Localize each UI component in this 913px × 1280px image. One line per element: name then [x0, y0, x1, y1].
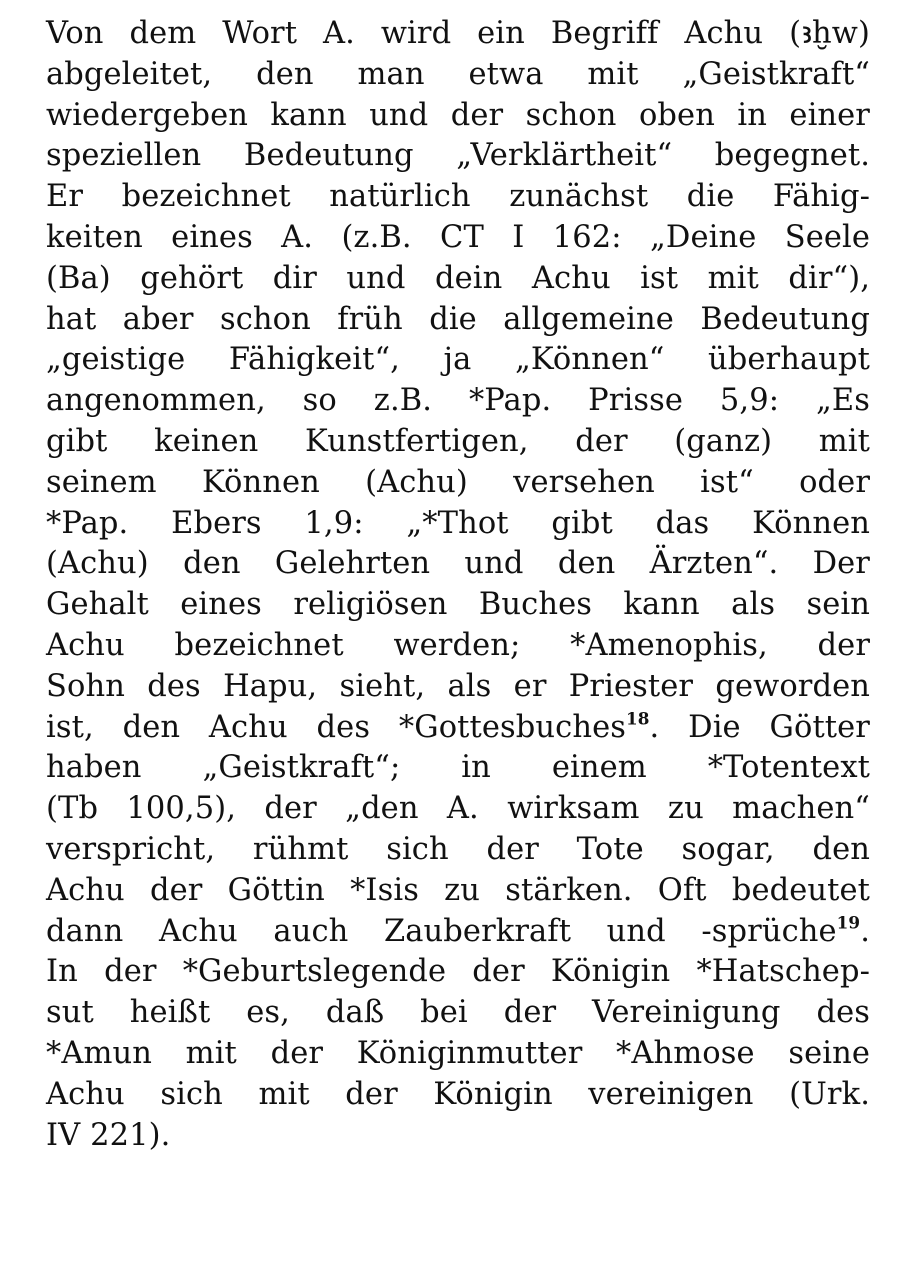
- text-line: Achu bezeichnet werden; *Amenophis, der: [46, 627, 870, 663]
- text-line: wiedergeben kann und der schon oben in einer: [46, 97, 870, 133]
- text-line: Achu sich mit der Königin vereinigen (Urk.: [46, 1076, 870, 1112]
- text-line: Von dem Wort A. wird ein Begriff Achu (ꜣḫw): [46, 16, 870, 51]
- document-body: [46, 14, 870, 1156]
- text-line: angenommen, so z.B. *Pap. Prisse 5,9: „Es: [46, 383, 870, 419]
- text-line: verspricht, rühmt sich der Tote sogar, den: [46, 831, 870, 867]
- text-line: Achu der Göttin *Isis zu stärken. Oft bedeutet: [46, 872, 870, 908]
- text-line: (Achu) den Gelehrten und den Ärzten“. Der: [46, 546, 870, 582]
- text-line: gibt keinen Kunstfertigen, der (ganz) mit: [46, 423, 870, 459]
- text-line-with-footnote: [46, 912, 870, 953]
- text-line-final: IV 221).: [46, 1117, 171, 1153]
- line-text: ist, den Achu des *Gottesbuches: [46, 709, 626, 745]
- line-text: dann Achu auch Zauberkraft und -sprüche: [46, 913, 837, 949]
- text-line: Gehalt eines religiösen Buches kann als sein: [46, 587, 870, 623]
- line-text: .: [860, 913, 870, 949]
- text-line: keiten eines A. (z.B. CT I 162: „Deine Seele: [46, 219, 870, 255]
- footnote-marker[interactable]: 18: [625, 707, 650, 728]
- text-line: *Amun mit der Königinmutter *Ahmose seine: [46, 1035, 870, 1071]
- text-line: (Tb 100,5), der „den A. wirksam zu machen“: [46, 791, 870, 827]
- text-line: Sohn des Hapu, sieht, als er Priester geworden: [46, 668, 870, 704]
- text-line: In der *Geburtslegende der Königin *Hatschep-: [46, 954, 870, 990]
- text-line: abgeleitet, den man etwa mit „Geistkraft“: [46, 56, 870, 92]
- footnote-marker[interactable]: 19: [836, 911, 861, 932]
- text-line: speziellen Bedeutung „Verklärtheit“ begegnet.: [46, 138, 870, 174]
- text-line: „geistige Fähigkeit“, ja „Können“ überhaupt: [46, 342, 870, 378]
- text-line: *Pap. Ebers 1,9: „*Thot gibt das Können: [46, 505, 870, 541]
- text-line: sut heißt es, daß bei der Vereinigung des: [46, 995, 870, 1031]
- text-line-with-footnote: [46, 708, 870, 749]
- text-line: hat aber schon früh die allgemeine Bedeutung: [46, 301, 870, 337]
- text-line: seinem Können (Achu) versehen ist“ oder: [46, 464, 870, 500]
- text-line: haben „Geistkraft“; in einem *Totentext: [46, 750, 870, 786]
- text-line: (Ba) gehört dir und dein Achu ist mit dir“),: [46, 260, 870, 296]
- line-text: . Die Götter: [649, 709, 870, 745]
- text-line: Er bezeichnet natürlich zunächst die Fähig-: [46, 179, 870, 215]
